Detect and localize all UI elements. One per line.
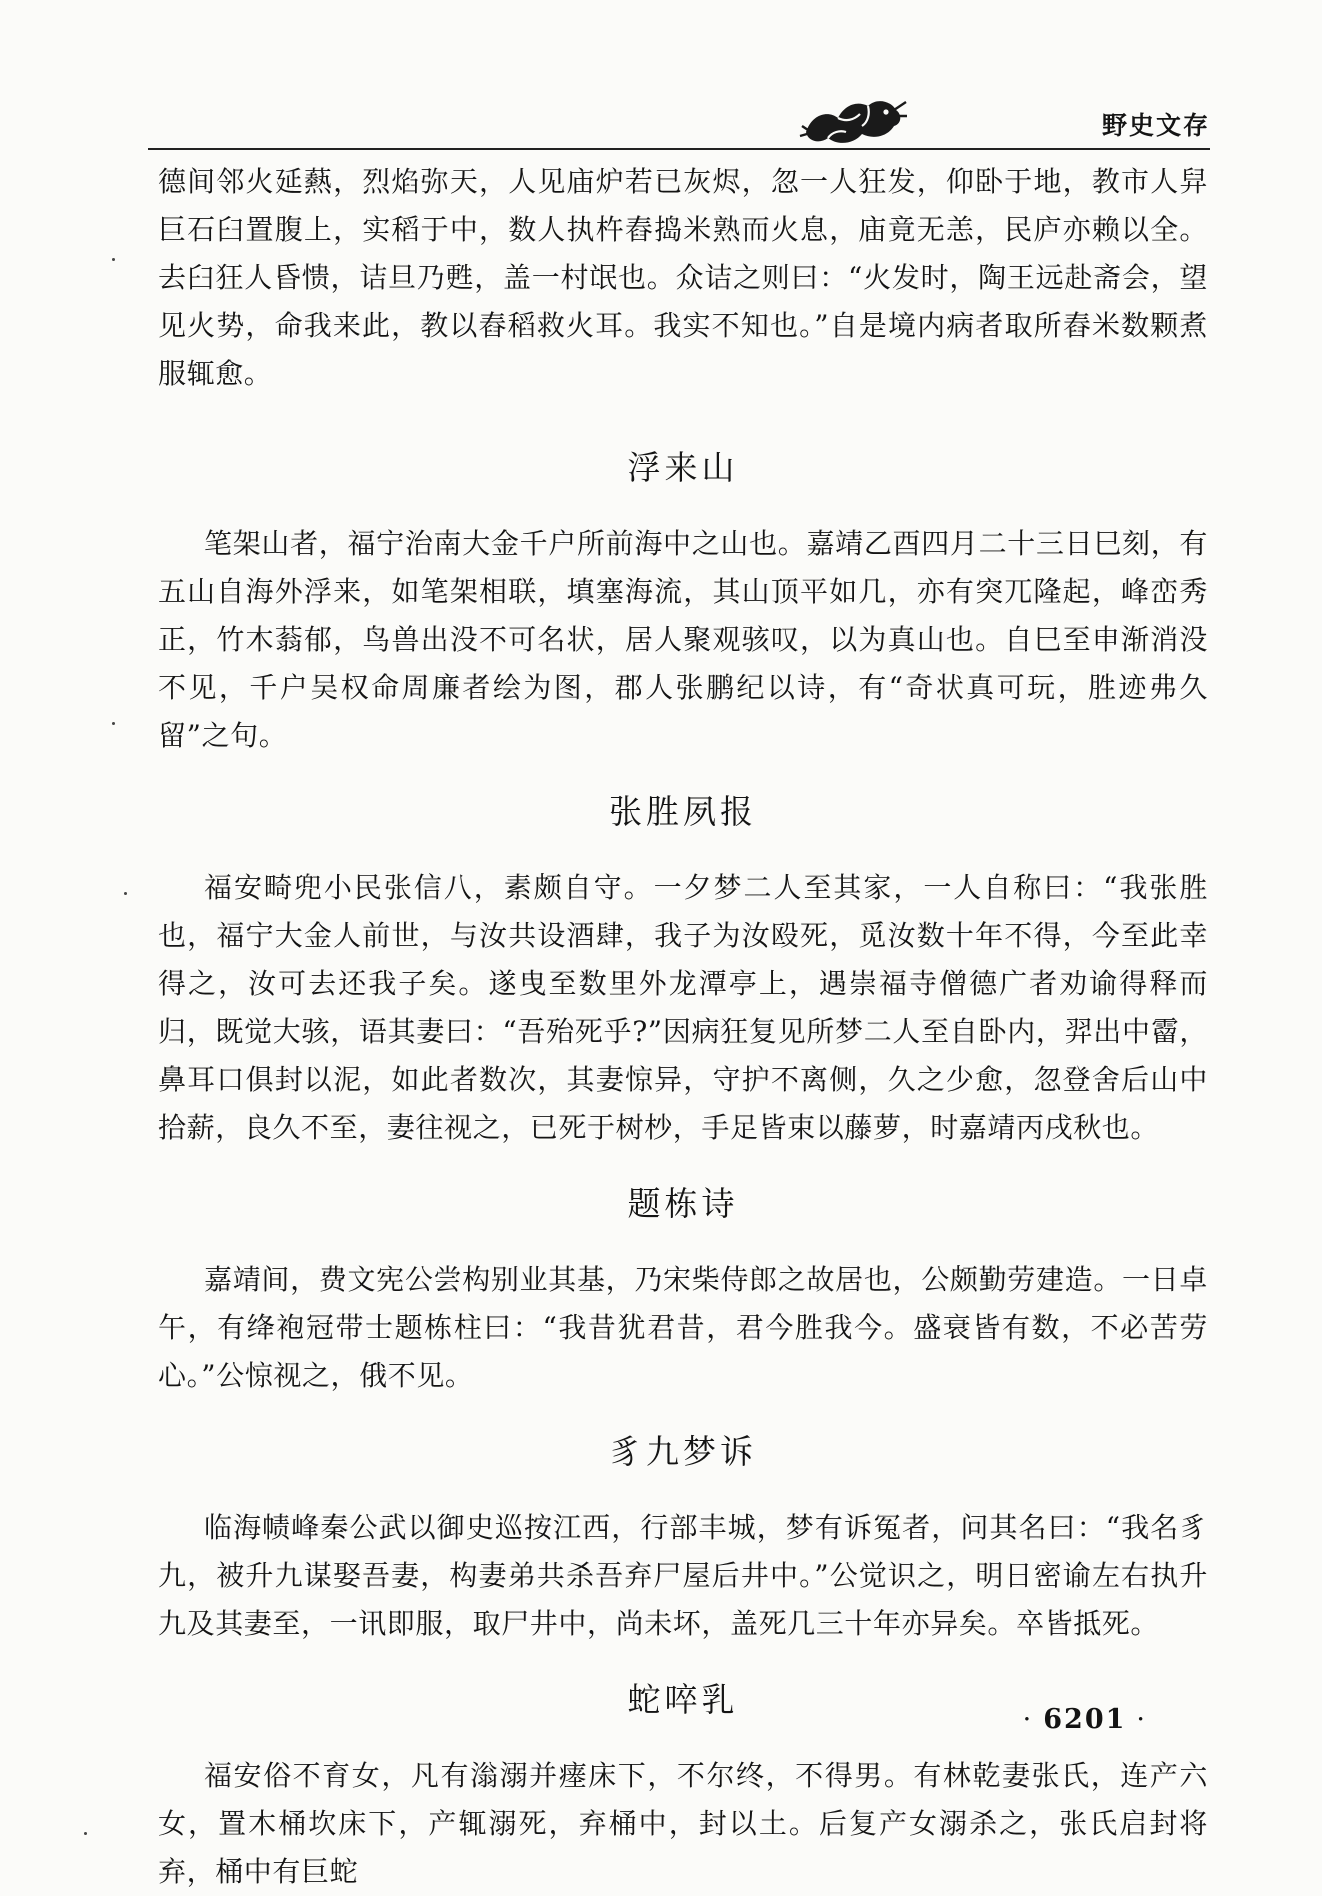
section-title-zhangsheng: 张胜夙报 <box>609 792 757 831</box>
running-header <box>148 92 1210 154</box>
scan-speck <box>84 1832 87 1835</box>
folio-dot-left: · <box>1022 1704 1034 1735</box>
header-title: 野史文存 <box>1101 111 1210 140</box>
section-title-zhijiu: 豸九梦诉 <box>609 1432 757 1471</box>
scan-speck <box>124 892 127 895</box>
paragraph-zhijiu: 临海帻峰秦公武以御史巡按江西，行部丰城，梦有诉冤者，问其名曰：“我名豸九，被升九谋娶吾妻，构妻弟共杀吾弃尸屋后井中。”公觉识之，明日密谕左右执升九及其妻至，一讯即服，取尸井中，尚未坏，盖死几三十年亦异矣。卒皆抵死。 <box>158 1511 1208 1640</box>
dragon-icon <box>798 92 908 150</box>
paragraph-fulaishan: 笔架山者，福宁治南大金千户所前海中之山也。嘉靖乙酉四月二十三日巳刻，有五山自海外浮来，如笔架相联，填塞海流，其山顶平如几，亦有突兀隆起，峰峦秀正，竹木蓊郁，鸟兽出没不可名状，居人聚观骇叹，以为真山也。自巳至申渐消没不见，千户吴权命周廉者绘为图，郡人张鹏纪以诗，有“奇状真可玩，胜迹弗久留”之句。 <box>158 527 1208 752</box>
section-title-tidongshi: 题栋诗 <box>627 1184 739 1223</box>
paragraph-continued: 德间邻火延爇，烈焰弥天，人见庙炉若已灰烬，忽一人狂发，仰卧于地，教市人舁巨石臼置腹上，实稻于中，数人执杵舂捣米熟而火息，庙竟无恙，民庐亦赖以全。去臼狂人昏愦，诘旦乃甦，盖一村氓也。众诘之则曰：“火发时，陶王远赴斋会，望见火势，命我来此，教以舂稻救火耳。我实不知也。”自是境内病者取所舂米数颗煮服辄愈。 <box>158 165 1208 390</box>
page-body <box>158 158 1208 1896</box>
section-title-shecuiru: 蛇啐乳 <box>627 1680 739 1719</box>
page-number <box>1023 1704 1147 1735</box>
page-number-value: 6201 <box>1043 1704 1127 1735</box>
paragraph-shecuiru: 福安俗不育女，凡有滃溺并瘗床下，不尔终，不得男。有林乾妻张氏，连产六女，置木桶坎床下，产辄溺死，弃桶中，封以土。后复产女溺杀之，张氏启封将弃，桶中有巨蛇 <box>158 1759 1208 1888</box>
scan-speck <box>112 722 115 725</box>
folio-dot-right: · <box>1136 1704 1147 1735</box>
section-title-fulaishan: 浮来山 <box>627 448 739 487</box>
paragraph-zhangsheng: 福安畸兜小民张信八，素颇自守。一夕梦二人至其家，一人自称曰：“我张胜也，福宁大金人前世，与汝共设酒肆，我子为汝殴死，觅汝数十年不得，今至此幸得之，汝可去还我子矣。遂曳至数里外龙潭亭上，遇崇福寺僧德广者劝谕得释而归，既觉大骇，语其妻曰：“吾殆死乎?”因病狂复见所梦二人至自卧内，羿出中霤，鼻耳口俱封以泥，如此者数次，其妻惊异，守护不离侧，久之少愈，忽登舍后山中拾薪，良久不至，妻往视之，已死于树杪，手足皆束以藤萝，时嘉靖丙戌秋也。 <box>158 871 1208 1144</box>
paragraph-tidongshi: 嘉靖间，费文宪公尝构别业其基，乃宋柴侍郎之故居也，公颇勤劳建造。一日卓午，有绛袍冠带士题栋柱曰：“我昔犹君昔，君今胜我今。盛衰皆有数，不必苦劳心。”公惊视之，俄不见。 <box>158 1263 1208 1392</box>
scan-speck <box>112 258 115 261</box>
header-rule <box>148 148 1210 150</box>
